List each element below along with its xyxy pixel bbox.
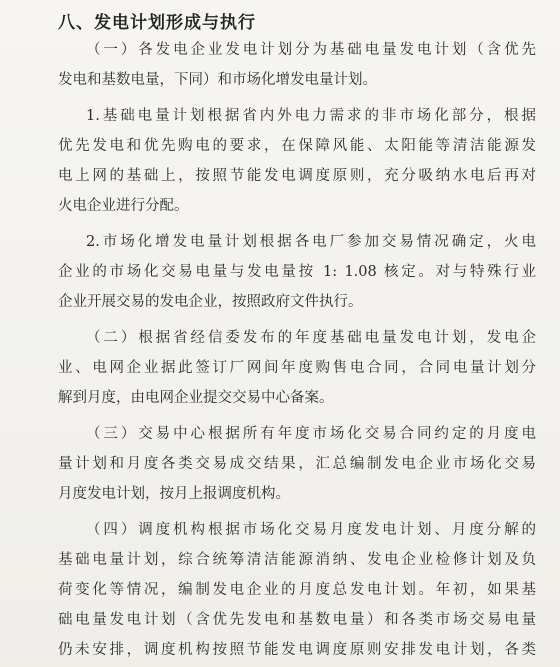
paragraph-line: 电上网的基础上，按照节能发电调度原则，充分吸纳水电后再对 [58,168,536,184]
paragraph-line: 解到月度，由电网企业提交交易中心备案。 [58,390,334,406]
paragraph-line: 基础电量计划，综合统筹清洁能源消纳、发电企业检修计划及负 [58,552,536,568]
paragraph-line: （一）各发电企业发电计划分为基础电量发电计划（含优先 [86,42,536,58]
paragraph-line: 企业开展交易的发电企业，按照政府文件执行。 [58,294,363,310]
paragraph-line: 企业的市场化交易电量与发电量按 1: 1.08 核定。对与特殊行业 [58,264,536,280]
paragraph-line: 量计划和月度各类交易成交结果，汇总编制发电企业市场化交易 [58,456,536,472]
paragraph-line: （四）调度机构根据市场化交易月度发电计划、月度分解的 [86,522,536,538]
paragraph-line: 1.基础电量计划根据省内外电力需求的非市场化部分，根据 [86,108,536,124]
paragraph-line: 业、电网企业据此签订厂网间年度购售电合同，合同电量计划分 [58,360,536,376]
paragraph-line: 础电量发电计划（含优先发电和基数电量）和各类市场交易电量 [58,612,536,628]
paragraph-line: 火电企业进行分配。 [58,198,189,214]
paragraph-line: 仍未安排，调度机构按照节能发电调度原则安排发电计划，各类 [58,642,536,658]
section-heading: 八、发电计划形成与执行 [58,13,256,33]
paragraph-line: 优先发电和优先购电的要求，在保障风能、太阳能等清洁能源发 [58,138,536,154]
paragraph-line: 月度发电计划，按月上报调度机构。 [58,486,290,502]
paragraph-line: （二）根据省经信委发布的年度基础电量发电计划，发电企 [86,330,536,346]
paragraph-line: （三）交易中心根据所有年度市场化交易合同约定的月度电 [86,426,536,442]
paragraph-line: 发电和基数电量，下同）和市场化增发电量计划。 [58,72,377,88]
paragraph-line: 荷变化等情况，编制发电企业的月度总发电计划。年初，如果基 [58,582,536,598]
paragraph-line: 2.市场化增发电量计划根据各电厂参加交易情况确定，火电 [86,234,536,250]
